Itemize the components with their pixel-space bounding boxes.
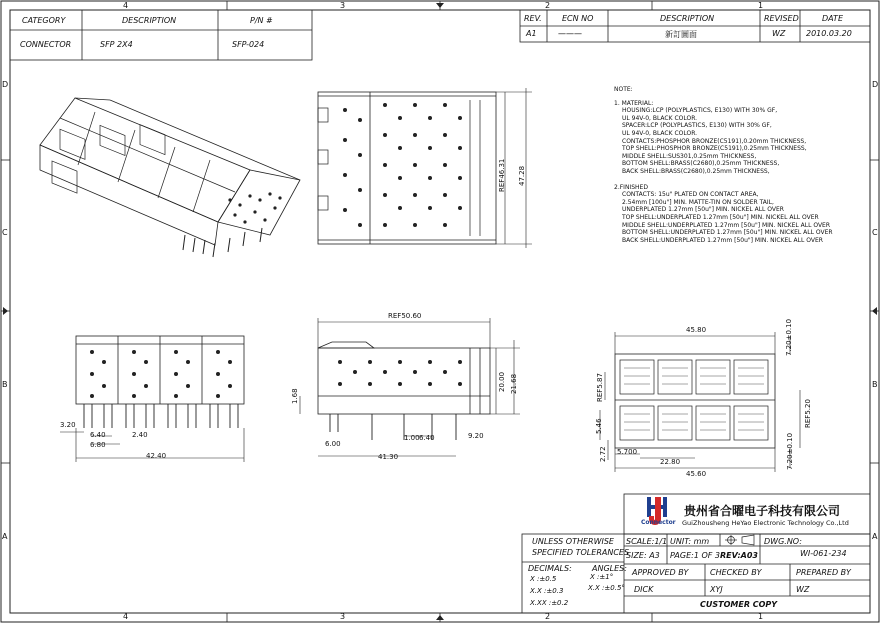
dim-front-6-40: 6.40 (90, 431, 106, 439)
zone-label-row-c: C (2, 228, 8, 237)
zone-label-col-1: 1 (758, 1, 764, 10)
tolerance-title-1: UNLESS OTHERWISE (532, 537, 614, 546)
note-line: CONTACTS:PHOSPHOR BRONZE(C5191),0.20mm THICKNESS, (622, 137, 807, 145)
note-line: BACK SHELL:BRASS(C2680),0.25mm THICKNESS, (622, 167, 770, 175)
dim-top-ref-height: REF46.31 (498, 158, 506, 192)
zone-label-row-a-right: A (872, 532, 878, 541)
dim-bottom-22-80: 22.80 (660, 458, 681, 466)
zone-label-row-c-right: C (872, 228, 878, 237)
pn-value: SFP-024 (232, 40, 265, 49)
company-name-en: GuiZhousheng HeYao Electronic Technology Co.,Ltd (682, 519, 849, 527)
dim-side-1-68: 1.68 (291, 388, 299, 404)
ecn-header: ECN NO (562, 14, 594, 23)
note-line: BACK SHELL:UNDERPLATED 1.27mm [50u"] MIN. NICKEL ALL OVER (622, 236, 823, 244)
note-line: UNDERPLATED 1.27mm [50u"] MIN. NICKEL ALL OVER (622, 206, 784, 214)
dim-bottom-top-width: 45.80 (686, 326, 707, 334)
note-line: UL 94V-0, BLACK COLOR. (622, 129, 698, 137)
category-header: CATEGORY (22, 16, 66, 25)
dwg-no: WI-061-234 (800, 549, 847, 558)
company-name-cn: 贵州省合曜电子科技有限公司 (684, 504, 841, 518)
dim-side-9-20: 9.20 (468, 432, 484, 440)
tolerance-xx: X.X :±0.3 (530, 587, 564, 595)
logo-text: Connector (641, 519, 676, 526)
description-value: SFP 2X4 (100, 40, 133, 49)
dim-bottom-ref-5-20: REF5.20 (804, 399, 812, 428)
zone-label-row-d-right: D (872, 80, 879, 89)
unit: UNIT: mm (670, 537, 710, 546)
rev-value: A1 (526, 29, 537, 38)
revision: REV:A03 (720, 551, 758, 560)
dim-bottom-right-7-20-bottom: 7.20±0.10 (786, 432, 794, 470)
page-number: PAGE:1 OF 3 (670, 551, 721, 560)
note-line: MIDDLE SHELL:UNDERPLATED 1.27mm [50u"] MIN. NICKEL ALL OVER (622, 221, 831, 229)
dim-side-6-00: 6.00 (325, 440, 341, 448)
description-header: DESCRIPTION (122, 16, 177, 25)
zone-label-col-2: 2 (545, 1, 551, 10)
revised-header: REVISED (764, 14, 799, 23)
note-line: 2.FINISHED (614, 183, 648, 191)
rev-description-value: 新訂圖面 (665, 30, 697, 39)
approved-by: DICK (634, 585, 654, 594)
dim-side-ref-width: REF50.60 (388, 312, 422, 320)
prepared-by-label: PREPARED BY (796, 568, 851, 577)
note-line: 2.54mm [100u"] MIN. MATTE-TIN ON SOLDER TAIL, (622, 198, 774, 206)
prepared-by: WZ (796, 585, 810, 594)
zone-label-row-a: A (2, 532, 8, 541)
vent-holes (343, 103, 462, 227)
revised-value: WZ (772, 29, 786, 38)
tolerance-xxx: X.XX :±0.2 (530, 599, 569, 607)
note-line: SPACER:LCP (POLYPLASTICS, E130) WITH 30% GF, (622, 122, 772, 130)
angle-x: X :±1° (590, 573, 614, 581)
checked-by: XYJ (710, 585, 723, 594)
tolerance-title-2: SPECIFIED TOLERANCES (532, 548, 630, 557)
projection-symbol (725, 535, 754, 545)
zone-label-col-4: 4 (123, 1, 129, 10)
approved-by-label: APPROVED BY (632, 568, 689, 577)
zone-label-col-3: 3 (340, 1, 346, 10)
note-line: CONTACTS: 15u" PLATED ON CONTACT AREA, (622, 191, 759, 199)
customer-copy: CUSTOMER COPY (700, 600, 778, 609)
dim-front-6-80: 6.80 (90, 441, 106, 449)
dim-bottom-5-46: 5.46 (595, 418, 603, 434)
zone-label-row-d: D (2, 80, 9, 89)
ecn-value: ——— (558, 29, 582, 38)
isometric-view (40, 98, 300, 257)
zone-label-row-b: B (2, 380, 8, 389)
dim-side-20-00: 20.00 (498, 371, 506, 392)
front-view (60, 336, 244, 462)
material-notes (614, 86, 833, 244)
zone-label-col-3-bottom: 3 (340, 612, 346, 621)
dim-bottom-right-7-20-top: 7.20±0.10 (785, 318, 793, 356)
dim-front-2-40: 2.40 (132, 431, 148, 439)
decimals-label: DECIMALS: (528, 564, 572, 573)
angles-label: ANGLES: (592, 564, 627, 573)
zone-label-col-2-bottom: 2 (545, 612, 551, 621)
dim-bottom-5-700: 5.700 (617, 448, 638, 456)
dim-bottom-2-72: 2.72 (599, 446, 607, 462)
checked-by-label: CHECKED BY (710, 568, 762, 577)
note-line: BOTTOM SHELL:UNDERPLATED 1.27mm [50u"] MIN. NICKEL ALL OVER (622, 229, 833, 237)
note-line: HOUSING:LCP (POLYPLASTICS, E130) WITH 30% GF, (622, 107, 778, 115)
dim-front-42-40: 42.40 (146, 452, 167, 460)
note-line: MIDDLE SHELL:SUS301,0.25mm THICKNESS, (622, 152, 757, 160)
sheet-size: SIZE: A3 (626, 551, 660, 560)
zone-label-col-4-bottom: 4 (123, 612, 129, 621)
dim-side-41-30: 41.30 (378, 453, 399, 461)
note-line: BOTTOM SHELL:BRASS(C2680),0.25mm THICKNESS, (622, 160, 780, 168)
dim-side-1-00: 1.00 (404, 434, 420, 442)
note-line: TOP SHELL:PHOSPHOR BRONZE(C5191),0.25mm THICKNESS, (622, 145, 807, 153)
note-line: UL 94V-0, BLACK COLOR. (622, 114, 698, 122)
dim-side-21-68: 21.68 (510, 373, 518, 394)
scale: SCALE:1/1 (626, 537, 668, 546)
date-header: DATE (822, 14, 843, 23)
category-value: CONNECTOR (20, 40, 72, 49)
dim-bottom-width: 45.60 (686, 470, 707, 478)
zone-label-row-b-right: B (872, 380, 878, 389)
rev-header: REV. (524, 14, 542, 23)
pn-header: P/N # (250, 16, 273, 25)
dwg-no-label: DWG.NO: (764, 537, 802, 546)
rev-description-header: DESCRIPTION (660, 14, 715, 23)
notes-heading: NOTE: (614, 86, 633, 93)
zone-label-col-1-bottom: 1 (758, 612, 764, 621)
dim-top-height: 47.28 (518, 165, 526, 186)
date-value: 2010.03.20 (806, 29, 852, 38)
dim-side-6-40: 6.40 (419, 434, 435, 442)
note-line: TOP SHELL:UNDERPLATED 1.27mm [50u"] MIN. NICKEL ALL OVER (622, 213, 819, 221)
dim-front-3-20: 3.20 (60, 421, 76, 429)
note-line: 1. MATERIAL: (614, 99, 654, 107)
dim-bottom-ref-5-87: REF5.87 (596, 373, 604, 402)
angle-xx: X.X :±0.5° (588, 584, 625, 592)
tolerance-x: X :±0.5 (530, 575, 557, 583)
